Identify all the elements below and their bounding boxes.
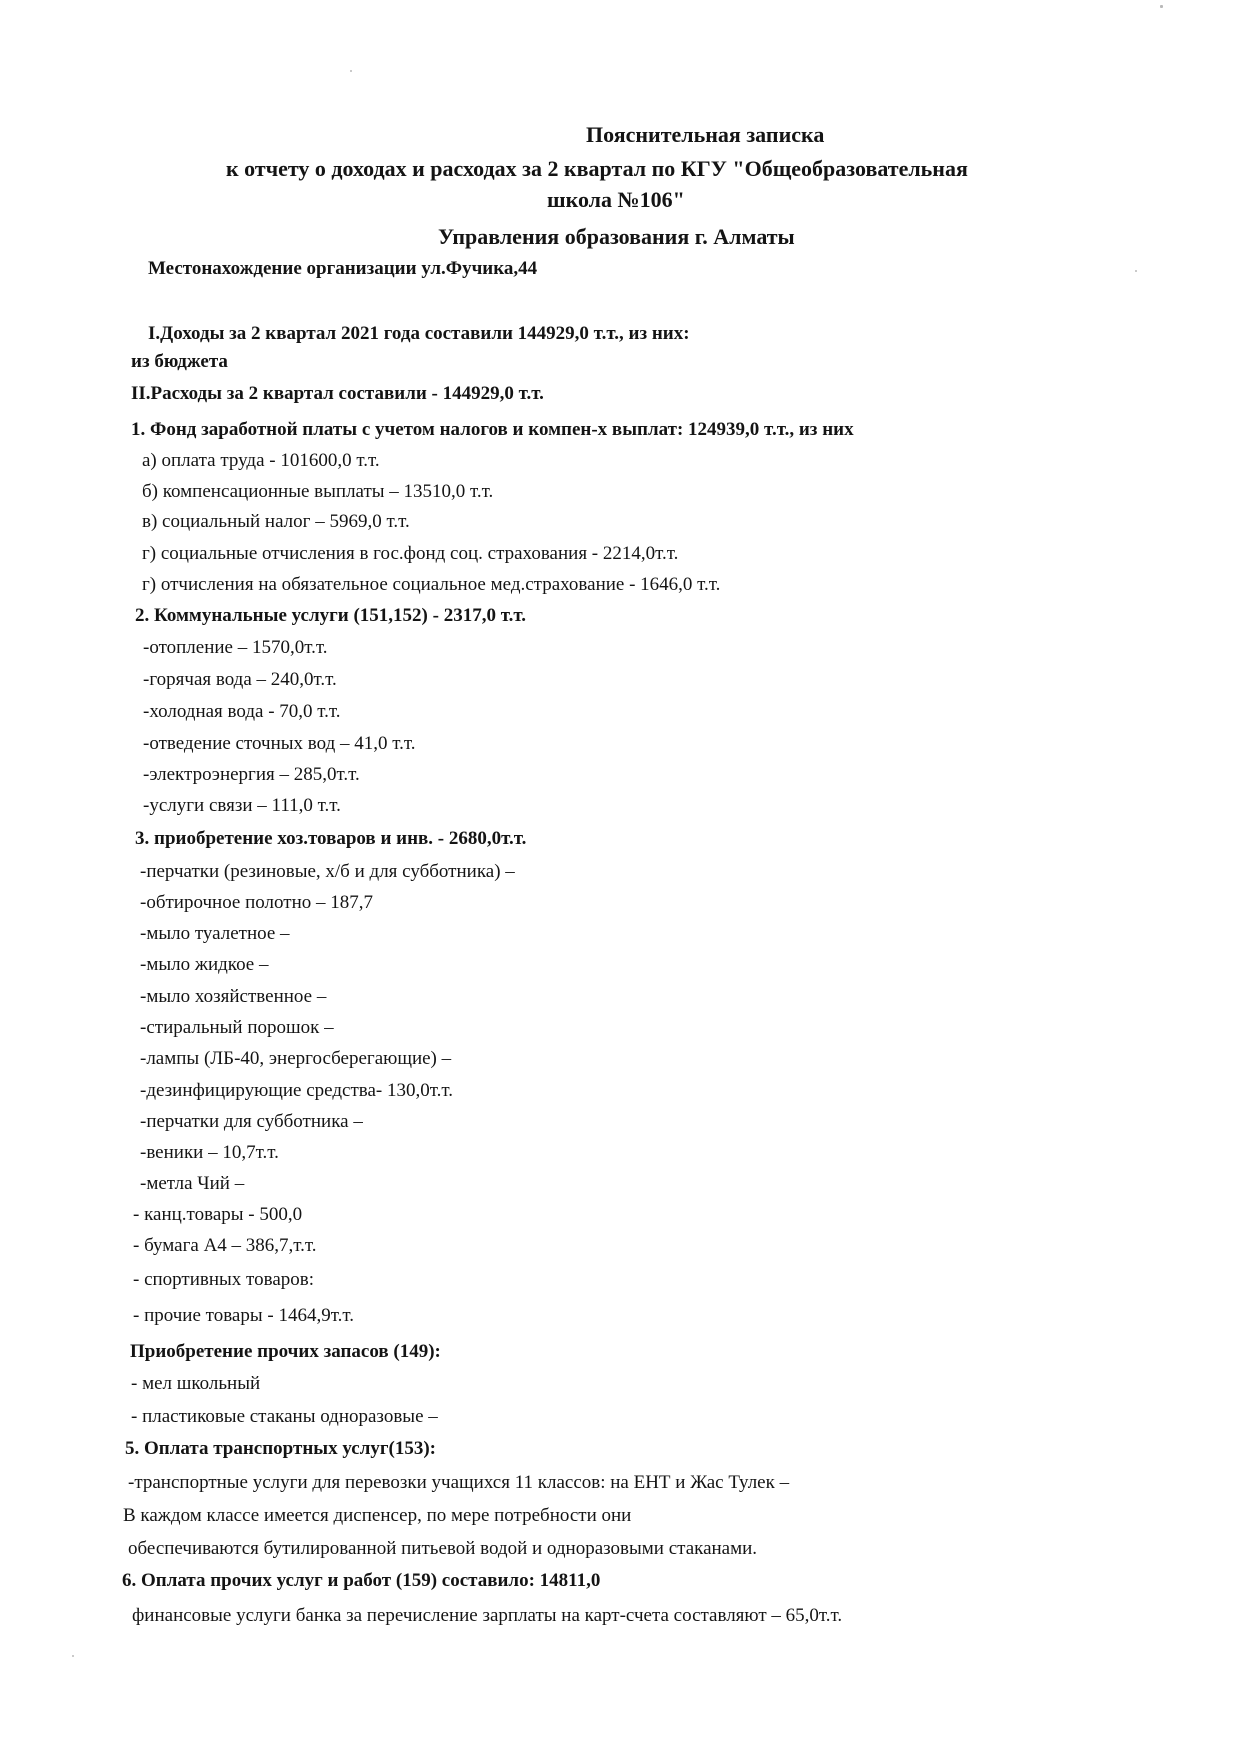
utility-item: -услуги связи – 111,0 т.т. xyxy=(143,795,341,816)
household-item: -перчатки (резиновые, х/б и для субботника) – xyxy=(140,861,515,882)
utilities-heading: 2. Коммунальные услуги (151,152) - 2317,0 т.т. xyxy=(135,605,527,626)
salary-item: в) социальный налог – 5969,0 т.т. xyxy=(142,511,410,532)
other-stocks-heading: Приобретение прочих запасов (149): xyxy=(130,1341,441,1362)
other-stocks-item: - мел школьный xyxy=(131,1373,261,1394)
utility-item: -отведение сточных вод – 41,0 т.т. xyxy=(143,733,416,754)
transport-heading: 5. Оплата транспортных услуг(153): xyxy=(125,1438,436,1459)
household-item: -мыло жидкое – xyxy=(140,954,269,975)
document-title: Пояснительная записка xyxy=(586,122,825,147)
household-item: -обтирочное полотно – 187,7 xyxy=(140,892,373,913)
salary-fund-heading: 1. Фонд заработной платы с учетом налогов и компен-х выплат: 124939,0 т.т., из них xyxy=(131,419,854,440)
household-item: - бумага А4 – 386,7,т.т. xyxy=(133,1235,317,1256)
household-item: - прочие товары - 1464,9т.т. xyxy=(133,1305,354,1326)
household-item: - спортивных товаров: xyxy=(133,1269,315,1290)
other-services-heading: 6. Оплата прочих услуг и работ (159) составило: 14811,0 xyxy=(122,1570,601,1591)
household-item: -мыло туалетное – xyxy=(140,923,290,944)
household-item: -дезинфицирующие средства- 130,0т.т. xyxy=(140,1080,453,1101)
household-item: -метла Чий – xyxy=(140,1173,245,1194)
scan-speck xyxy=(350,70,352,72)
salary-item: а) оплата труда - 101600,0 т.т. xyxy=(142,450,380,471)
other-stocks-item: - пластиковые стаканы одноразовые – xyxy=(131,1406,438,1427)
household-item: - канц.товары - 500,0 xyxy=(133,1204,303,1225)
household-goods-heading: 3. приобретение хоз.товаров и инв. - 2680,0т.т. xyxy=(135,828,527,849)
salary-item: г) отчисления на обязательное социальное мед.страхование - 1646,0 т.т. xyxy=(142,574,721,595)
transport-line: В каждом классе имеется диспенсер, по мере потребности они xyxy=(123,1505,632,1526)
utility-item: -горячая вода – 240,0т.т. xyxy=(143,669,337,690)
salary-item: б) компенсационные выплаты – 13510,0 т.т. xyxy=(142,481,494,502)
utility-item: -холодная вода - 70,0 т.т. xyxy=(143,701,341,722)
transport-line: обеспечиваются бутилированной питьевой водой и одноразовыми стаканами. xyxy=(128,1538,758,1559)
document-subtitle-line1: к отчету о доходах и расходах за 2 квартал по КГУ "Общеобразовательная xyxy=(226,156,968,181)
household-item: -стиральный порошок – xyxy=(140,1017,334,1038)
income-line: I.Доходы за 2 квартал 2021 года составили 144929,0 т.т., из них: xyxy=(148,323,690,344)
scan-speck xyxy=(72,1655,74,1657)
expenses-line: II.Расходы за 2 квартал составили - 144929,0 т.т. xyxy=(131,383,544,404)
scan-speck xyxy=(1135,270,1137,272)
other-services-line: финансовые услуги банка за перечисление зарплаты на карт-счета составляют – 65,0т.т. xyxy=(132,1605,843,1626)
department-line: Управления образования г. Алматы xyxy=(438,224,795,249)
document-subtitle-line2: школа №106" xyxy=(547,187,685,212)
scan-speck xyxy=(1160,5,1163,8)
location-line: Местонахождение организации ул.Фучика,44 xyxy=(148,258,538,279)
transport-line: -транспортные услуги для перевозки учащихся 11 классов: на ЕНТ и Жас Тулек – xyxy=(128,1472,790,1493)
income-source: из бюджета xyxy=(131,351,228,372)
household-item: -перчатки для субботника – xyxy=(140,1111,363,1132)
salary-item: г) социальные отчисления в гос.фонд соц. страхования - 2214,0т.т. xyxy=(142,543,679,564)
household-item: -мыло хозяйственное – xyxy=(140,986,327,1007)
utility-item: -отопление – 1570,0т.т. xyxy=(143,637,328,658)
household-item: -веники – 10,7т.т. xyxy=(140,1142,279,1163)
utility-item: -электроэнергия – 285,0т.т. xyxy=(143,764,360,785)
household-item: -лампы (ЛБ-40, энергосберегающие) – xyxy=(140,1048,452,1069)
